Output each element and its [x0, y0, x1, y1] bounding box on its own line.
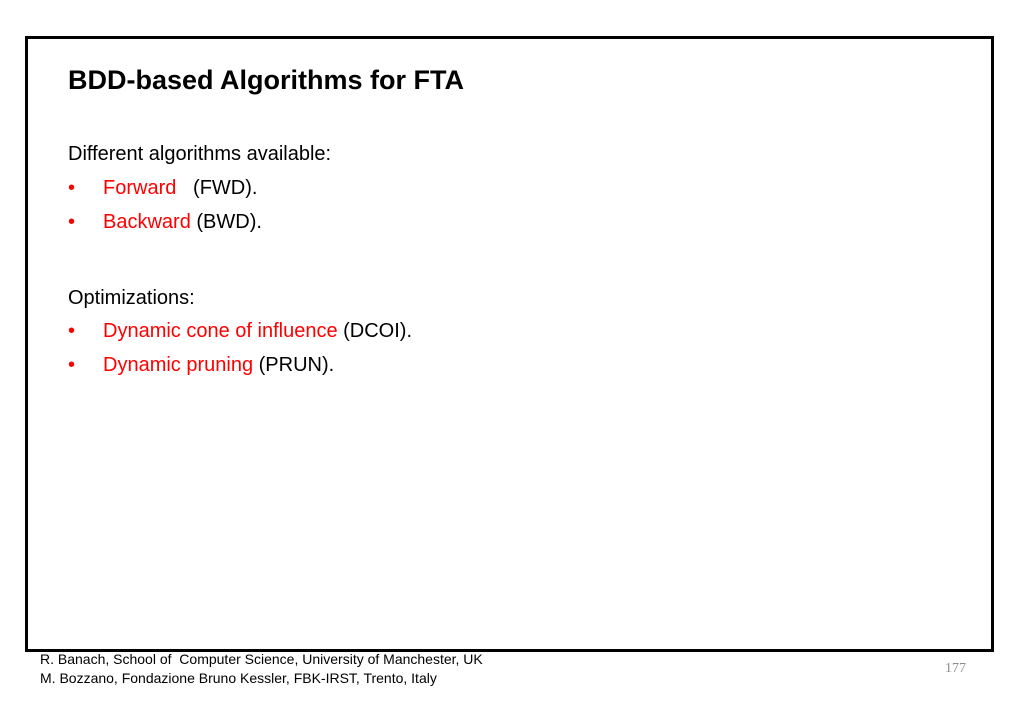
bullet-highlight: Forward	[103, 177, 177, 199]
bullet-item-prun	[68, 352, 334, 378]
footer-line-2: M. Bozzano, Fondazione Bruno Kessler, FBK-IRST, Trento, Italy	[40, 670, 437, 686]
bullet-highlight: Dynamic cone of influence	[103, 320, 338, 342]
bullet-item-forward	[68, 175, 257, 201]
bullet-marker: •	[68, 320, 76, 342]
section-heading-algorithms: Different algorithms available:	[68, 143, 332, 165]
footer-line-1: R. Banach, School of Computer Science, University of Manchester, UK	[40, 651, 483, 667]
section-heading-optimizations: Optimizations:	[68, 287, 195, 309]
bullet-text: (BWD).	[190, 211, 262, 233]
slide-frame	[25, 36, 994, 652]
slide-title: BDD-based Algorithms for FTA	[68, 65, 464, 95]
bullet-marker: •	[68, 177, 76, 199]
bullet-highlight: Backward	[103, 211, 191, 233]
bullet-marker: •	[68, 354, 76, 376]
bullet-text: (DCOI).	[337, 320, 413, 342]
bullet-item-backward	[68, 209, 262, 235]
bullet-marker: •	[68, 211, 76, 233]
bullet-item-dcoi	[68, 318, 412, 344]
page-number: 177	[945, 661, 966, 676]
footer-credits	[40, 650, 483, 688]
bullet-text: (FWD).	[176, 177, 258, 199]
bullet-text: (PRUN).	[253, 354, 335, 376]
bullet-highlight: Dynamic pruning	[103, 354, 254, 376]
